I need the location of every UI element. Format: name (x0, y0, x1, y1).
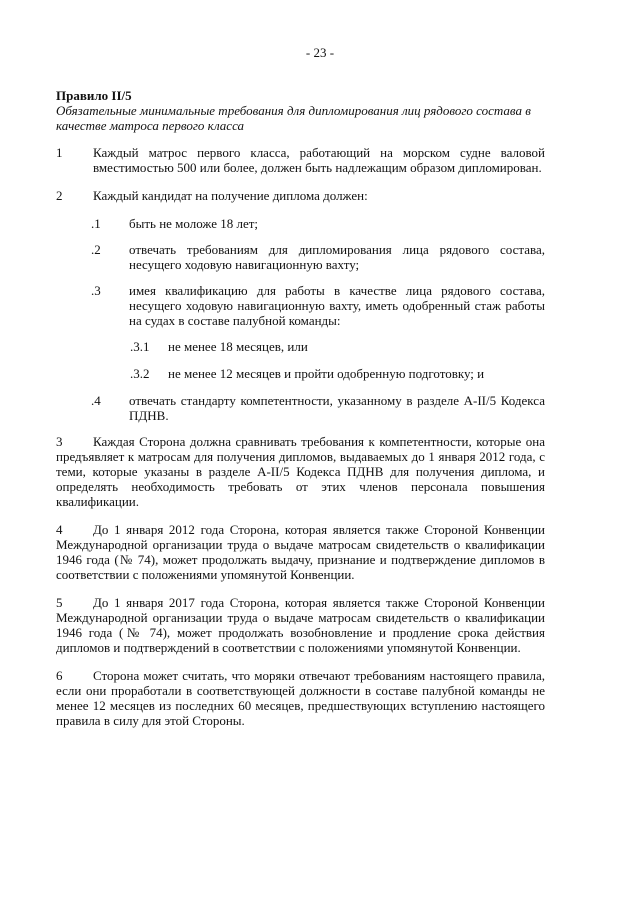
paragraph-5 (56, 595, 545, 655)
item-number: .3 (91, 283, 101, 298)
paragraph-number: 3 (56, 434, 63, 449)
paragraph-text: Сторона может считать, что моряки отвечают требованиям настоящего правила, если они проработали в соответствующей должности в составе палубной команды не менее 12 месяцев из последних 60 месяцев, предшествующих вступлению настоящего правила в силу для этой Стороны. (56, 668, 545, 728)
page-number: - 23 - (305, 45, 335, 60)
item-number: .1 (91, 216, 101, 231)
paragraph-number: 5 (56, 595, 63, 610)
list-item-2 (56, 242, 545, 272)
paragraph-number: 2 (56, 188, 63, 203)
paragraph-text: До 1 января 2017 года Сторона, которая является также Стороной Конвенции Международной организации труда о выдаче матросам свидетельств о квалификации 1946 года (№ 74), может продолжать возобновление и продление срока действия дипломов и подтверждений в соответствии с положениями упомянутой Конвенции. (56, 595, 545, 655)
paragraph-text: Каждый кандидат на получение диплома должен: (93, 188, 368, 203)
paragraph-number: 6 (56, 668, 63, 683)
paragraph-3 (56, 434, 545, 509)
rule-subtitle: Обязательные минимальные требования для дипломирования лиц рядового состава в качестве матроса первого класса (56, 103, 531, 133)
paragraph-4 (56, 522, 545, 582)
paragraph-6 (56, 668, 545, 728)
sub-item-text: не менее 18 месяцев, или (168, 339, 308, 354)
sub-item-3-2 (56, 366, 545, 381)
sub-item-3-1 (56, 339, 545, 354)
paragraph-1 (56, 145, 545, 175)
sub-item-number: .3.1 (130, 339, 150, 354)
list-item-3 (56, 283, 545, 328)
item-number: .2 (91, 242, 101, 257)
sub-item-text: не менее 12 месяцев и пройти одобренную подготовку; и (168, 366, 485, 381)
item-text: отвечать стандарту компетентности, указанному в разделе A-II/5 Кодекса ПДНВ. (129, 393, 545, 423)
item-text: отвечать требованиям для дипломирования лица рядового состава, несущего ходовую навигационную вахту; (129, 242, 545, 272)
list-item-1 (56, 216, 545, 231)
item-number: .4 (91, 393, 101, 408)
sub-item-number: .3.2 (130, 366, 150, 381)
paragraph-number: 4 (56, 522, 63, 537)
rule-title: Правило II/5 (56, 88, 132, 103)
document-body (56, 88, 545, 741)
item-text: имея квалификацию для работы в качестве лица рядового состава, несущего ходовую навигационную вахту, иметь одобренный стаж работы на судах в составе палубной команды: (129, 283, 545, 328)
list-item-4 (56, 393, 545, 423)
paragraph-number: 1 (56, 145, 63, 160)
paragraph-2 (56, 188, 545, 203)
paragraph-text: До 1 января 2012 года Сторона, которая является также Стороной Конвенции Международной организации труда о выдаче матросам свидетельств о квалификации 1946 года (№ 74), может продолжать выдачу, признание и подтверждение дипломов в соответствии с положениями упомянутой Конвенции. (56, 522, 545, 582)
item-text: быть не моложе 18 лет; (129, 216, 259, 231)
paragraph-text: Каждый матрос первого класса, работающий на морском судне валовой вместимостью 500 или более, должен быть надлежащим образом дипломирован. (93, 145, 545, 175)
paragraph-text: Каждая Сторона должна сравнивать требования к компетентности, которые она предъявляет к матросам для получения дипломов, выдаваемых до 1 января 2012 года, с теми, которые указаны в разделе A-II/5 Кодекса ПДНВ для получения диплома, и определять необходимость требовать от этих членов персонала повышения квалификации. (56, 434, 545, 509)
